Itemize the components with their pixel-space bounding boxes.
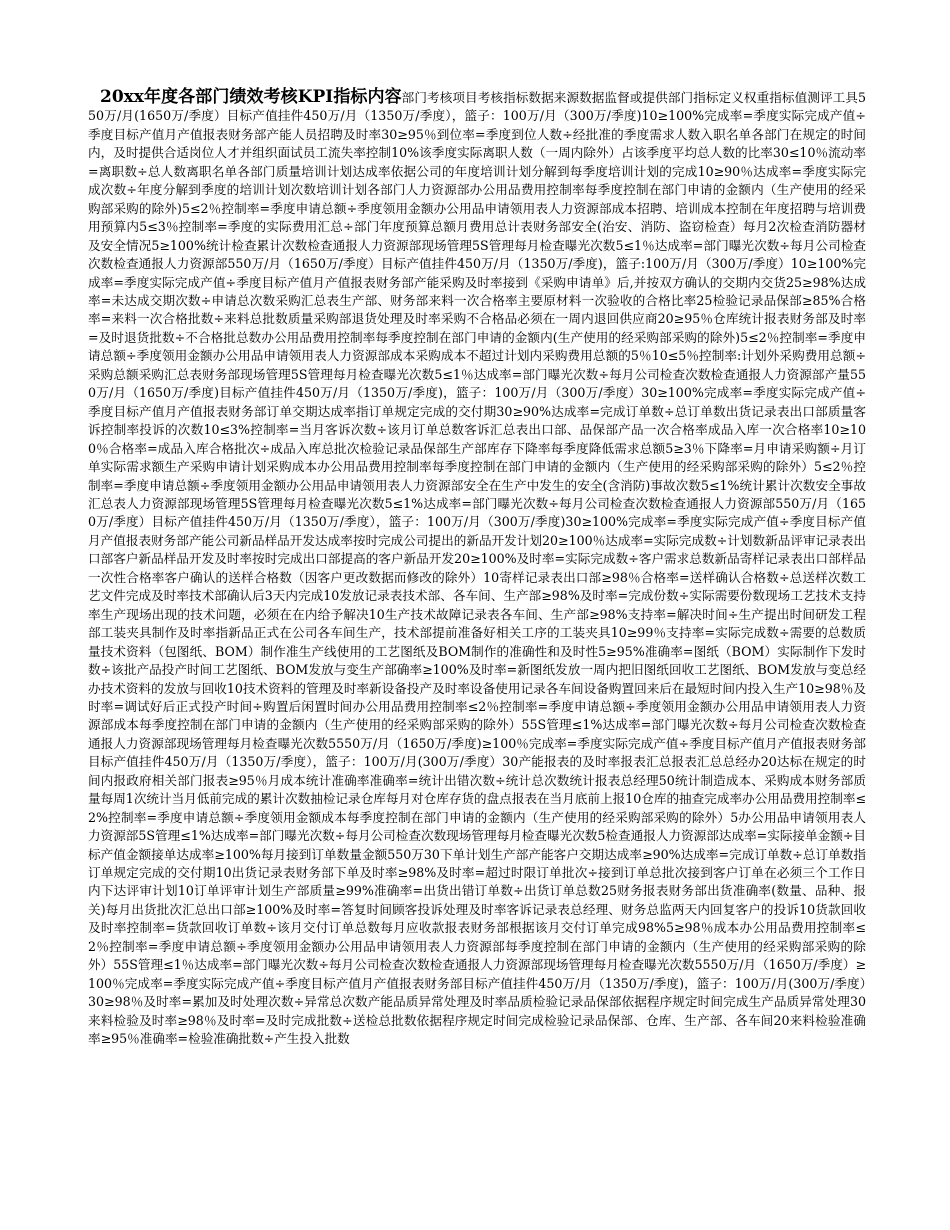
document-page	[88, 88, 866, 1049]
document-title: 20xx年度各部门绩效考核KPI指标内容	[100, 87, 402, 107]
document-body: 部门考核项目考核指标数据来源数据监督或提供部门指标定义权重指标值测评工具550万/月(1650万/季度）目标产值挂件450万/月（1350万/季度），篮子：100万/月（300万/季度)10≥100%完成率=季度实际完成产值÷季度目标产值月产值报表财务部产能人员招聘及时率30≥95％到位率=季度到位人数÷经批准的季度需求人数入职名单各部门在规定的时间内，及时提供合适岗位人才并组织面试员工流失率控制10%该季度实际离职人数（一周内除外）占该季度平均总人数的比率30≤10％流动率=离职数÷总人数离职名单各部门质量培训计划达成率依据公司的年度培训计划分解到每季度培训计划的完成10≥90％达成率=季度实际完成次数÷年度分解到季度的培训计划次数培训计划各部门人力资源部办公用品费用控制率每季度控制在部门申请的金额内（生产使用的经采购部采购的除外)5≤2％控制率=季度申请总额÷季度领用金额办公用品申请领用表人力资源部成本招聘、培训成本控制在年度招聘与培训费用预算内5≤3％控制率=季度的实际费用汇总÷部门年度预算总额月费用总计表财务部安全(治安、消防、盗窃检查）每月2次检查消防器材及安全情况5≥100%统计检查累计次数检查通报人力资源部现场管理5S管理每月检查曝光次数5≤1％达成率=部门曝光次数÷每月公司检查次数检查通报人力资源部550万/月（1650万/季度）目标产值挂件450万/月（1350万/季度)，篮子:100万/月（300万/季度）10≥100%完成率=季度实际完成产值÷季度目标产值月产值报表财务部产能采购及时率接到《采购申请单》后,并按双方确认的交期内交货25≥98%达成率=未达成交期次数÷申请总次数采购汇总表生产部、财务部来料一次合格率主要原材料一次验收的合格比率25检验记录品保部≥85%合格率=来料一次合格批数÷来料总批数质量采购部退货处理及时率采购不合格品必须在一周内退回供应商20≥95％仓库统计报表财务部及时率=及时退货批数÷不合格批总数办公用品费用控制率每季度控制在部门申请的金额内(生产使用的经采购部采购的除外)5≤2％控制率=季度申请总额÷季度领用金额办公用品申请领用表人力资源部成本采购成本不超过计划内采购费用总额的5％10≤5％控制率:计划外采购费用总额÷采购总额采购汇总表财务部现场管理5S管理每月检查曝光次数5≤1％达成率=部门曝光次数÷每月公司检查次数检查通报人力资源部产量550万/月（1650万/季度)目标产值挂件450万/月（1350万/季度)，篮子：100万/月（300万/季度）30≥100%完成率=季度实际完成产值÷季度目标产值月产值报表财务部订单交期达成率指订单规定完成的交付期30≥90%达成率=完成订单数÷总订单数出货记录表出口部质量客诉控制率投诉的次数10≤3%控制率=当月客诉次数÷该月订单总数客诉汇总表出口部、品保部产品一次合格率成品入库一次合格率10≥100％合格率=成品入库合格批次÷成品入库总批次检验记录品保部生产部库存下降率每季度降低需求总额5≥3％下降率=月申请采购额÷月订单实际需求额生产采购申请计划采购成本办公用品费用控制率每季度控制在部门申请的金额内（生产使用的经采购部采购的除外）5≤2％控制率=季度申请总额÷季度领用金额办公用品申请领用表人力资源部安全在生产中发生的安全(含消防)事故次数5≤1%统计累计次数安全事故汇总表人力资源部现场管理5S管理每月检查曝光次数5≤1%达成率=部门曝光次数÷每月公司检查次数检查通报人力资源部550万/月（1650万/季度）目标产值挂件450万/月（1350万/季度），篮子：100万/月（300万/季度)30≥100%完成率=季度实际完成产值÷季度目标产值月产值报表财务部产能公司新品样品开发达成率按时完成公司提出的新品开发计划20≥100％达成率=实际完成数÷计划数新品评审记录表出口部客户新品样品开发及时率按时完成出口部提高的客户新品开发20≥100%及时率=实际完成数÷客户需求总数新品寄样记录表出口部样品一次性合格率客户确认的送样合格数（因客户更改数据而修改的除外）10寄样记录表出口部≥98％合格率=送样确认合格数÷总送样次数工艺文件完成及时率技术部确认后3天内完成10发放记录表技术部、各车间、生产部≥98%及时率=完成份数÷实际需要份数现场工艺技术支持率生产现场出现的技术问题，必须在在内给予解决10生产技术故障记录表各车间、生产部≥98%支持率=解决时间÷生产提出时间研发工程部工装夹具制作及时率指新品正式在公司各车间生产，技术部提前准备好相关工序的工装夹具10≥99％支持率=实际完成数÷需要的总数质量技术资料（包图纸、BOM）制作准生产线使用的工艺图纸及BOM制作的准确性和及时性5≥95%准确率=图纸（BOM）实际制作下发时数÷该批产品投产时间工艺图纸、BOM发放与变生产部确率≥100%及时率=新图纸发放一周内把旧图纸回收工艺图纸、BOM发放与变总经办技术资料的发放与回收10技术资料的管理及时率新设备投产及时率设备使用记录各车间设备购置回来后在最短时间内投入生产10≥98％及时率=调试好后正式投产时间÷购置后闲置时间办公用品费用控制率≤2％控制率=季度申请总额÷季度领用金额办公用品申请领用表人力资源部成本每季度控制在部门申请的金额内（生产使用的经采购部采购的除外）55S管理≤1%达成率=部门曝光次数÷每月公司检查次数检查通报人力资源部现场管理每月检查曝光次数5550万/月（1650万/季度)≥100％完成率=季度实际完成产值÷季度目标产值月产值报表财务部目标产值挂件450万/月（1350万/季度），篮子：100万/月(300万/季度）30产能报表的及时率报表汇总报表汇总总经办20达标在规定的时间内报政府相关部门报表≥95％月成本统计准确率准确率=统计出错次数÷统计总次数统计报表总经理50统计制造成本、采购成本财务部质量每周1次统计当月低前完成的累计次数抽检记录仓库每月对仓库存货的盘点报表在当月底前上报10仓库的抽查完成率办公用品费用控制率≤2%控制率=季度申请总额÷季度领用金额成本每季度控制在部门申请的金额内（生产使用的经采购部采购的除外）5办公用品申请领用表人力资源部5S管理≤1%达成率=部门曝光次数÷每月公司检查次数现场管理每月检查曝光次数5检查通报人力资源部达成率=实际接单金额÷目标产值金额接单达成率≥100%每月接到订单数量金额550万30下单计划生产部产能客户交期达成率≥90%达成率=完成订单数÷总订单数指订单规定完成的交付期10出货记录表财务部下单及时率≥98%及时率=超过时限订单批次÷接到订单总批次接到客户订单在必须三个工作日内下达评审计划10订单评审计划生产部质量≥99%准确率=出货出错订单数÷出货订单总数25财务报表财务部出货准确率(数量、品种、报关)每月出货批次汇总出口部≥100%及时率=答复时间顾客投诉处理及时率客诉记录表总经理、财务总监两天内回复客户的投诉10货款回收及时率控制率=货款回收订单数÷该月交付订单总数每月应收款报表财务部根据该月交付订单完成98%5≥98％成本办公用品费用控制率≤2％控制率=季度申请总额÷季度领用金额办公用品申请领用表人力资源部每季度控制在部门申请的金额内（生产使用的经采购部采购的除外）55S管理≤1％达成率=部门曝光次数÷每月公司检查次数检查通报人力资源部现场管理每月检查曝光次数5550万/月（1650万/季度）≥100％完成率=季度实际完成产值÷季度目标产值月产值报表财务部目标产值挂件450万/月（1350万/季度)，篮子：100万/月(300万/季度）30≥98％及时率=累加及时处理次数÷异常总次数产能品质异常处理及时率品质检验记录品保部依据程序规定时间完成生产品质异常处理30来料检验及时率≥98％及时率=及时完成批数÷送检总批数依据程序规定时间完成检验记录品保部、仓库、生产部、各车间20来料检验准确率≥95％准确率=检验准确批数÷产生投入批数	[88, 90, 866, 1047]
